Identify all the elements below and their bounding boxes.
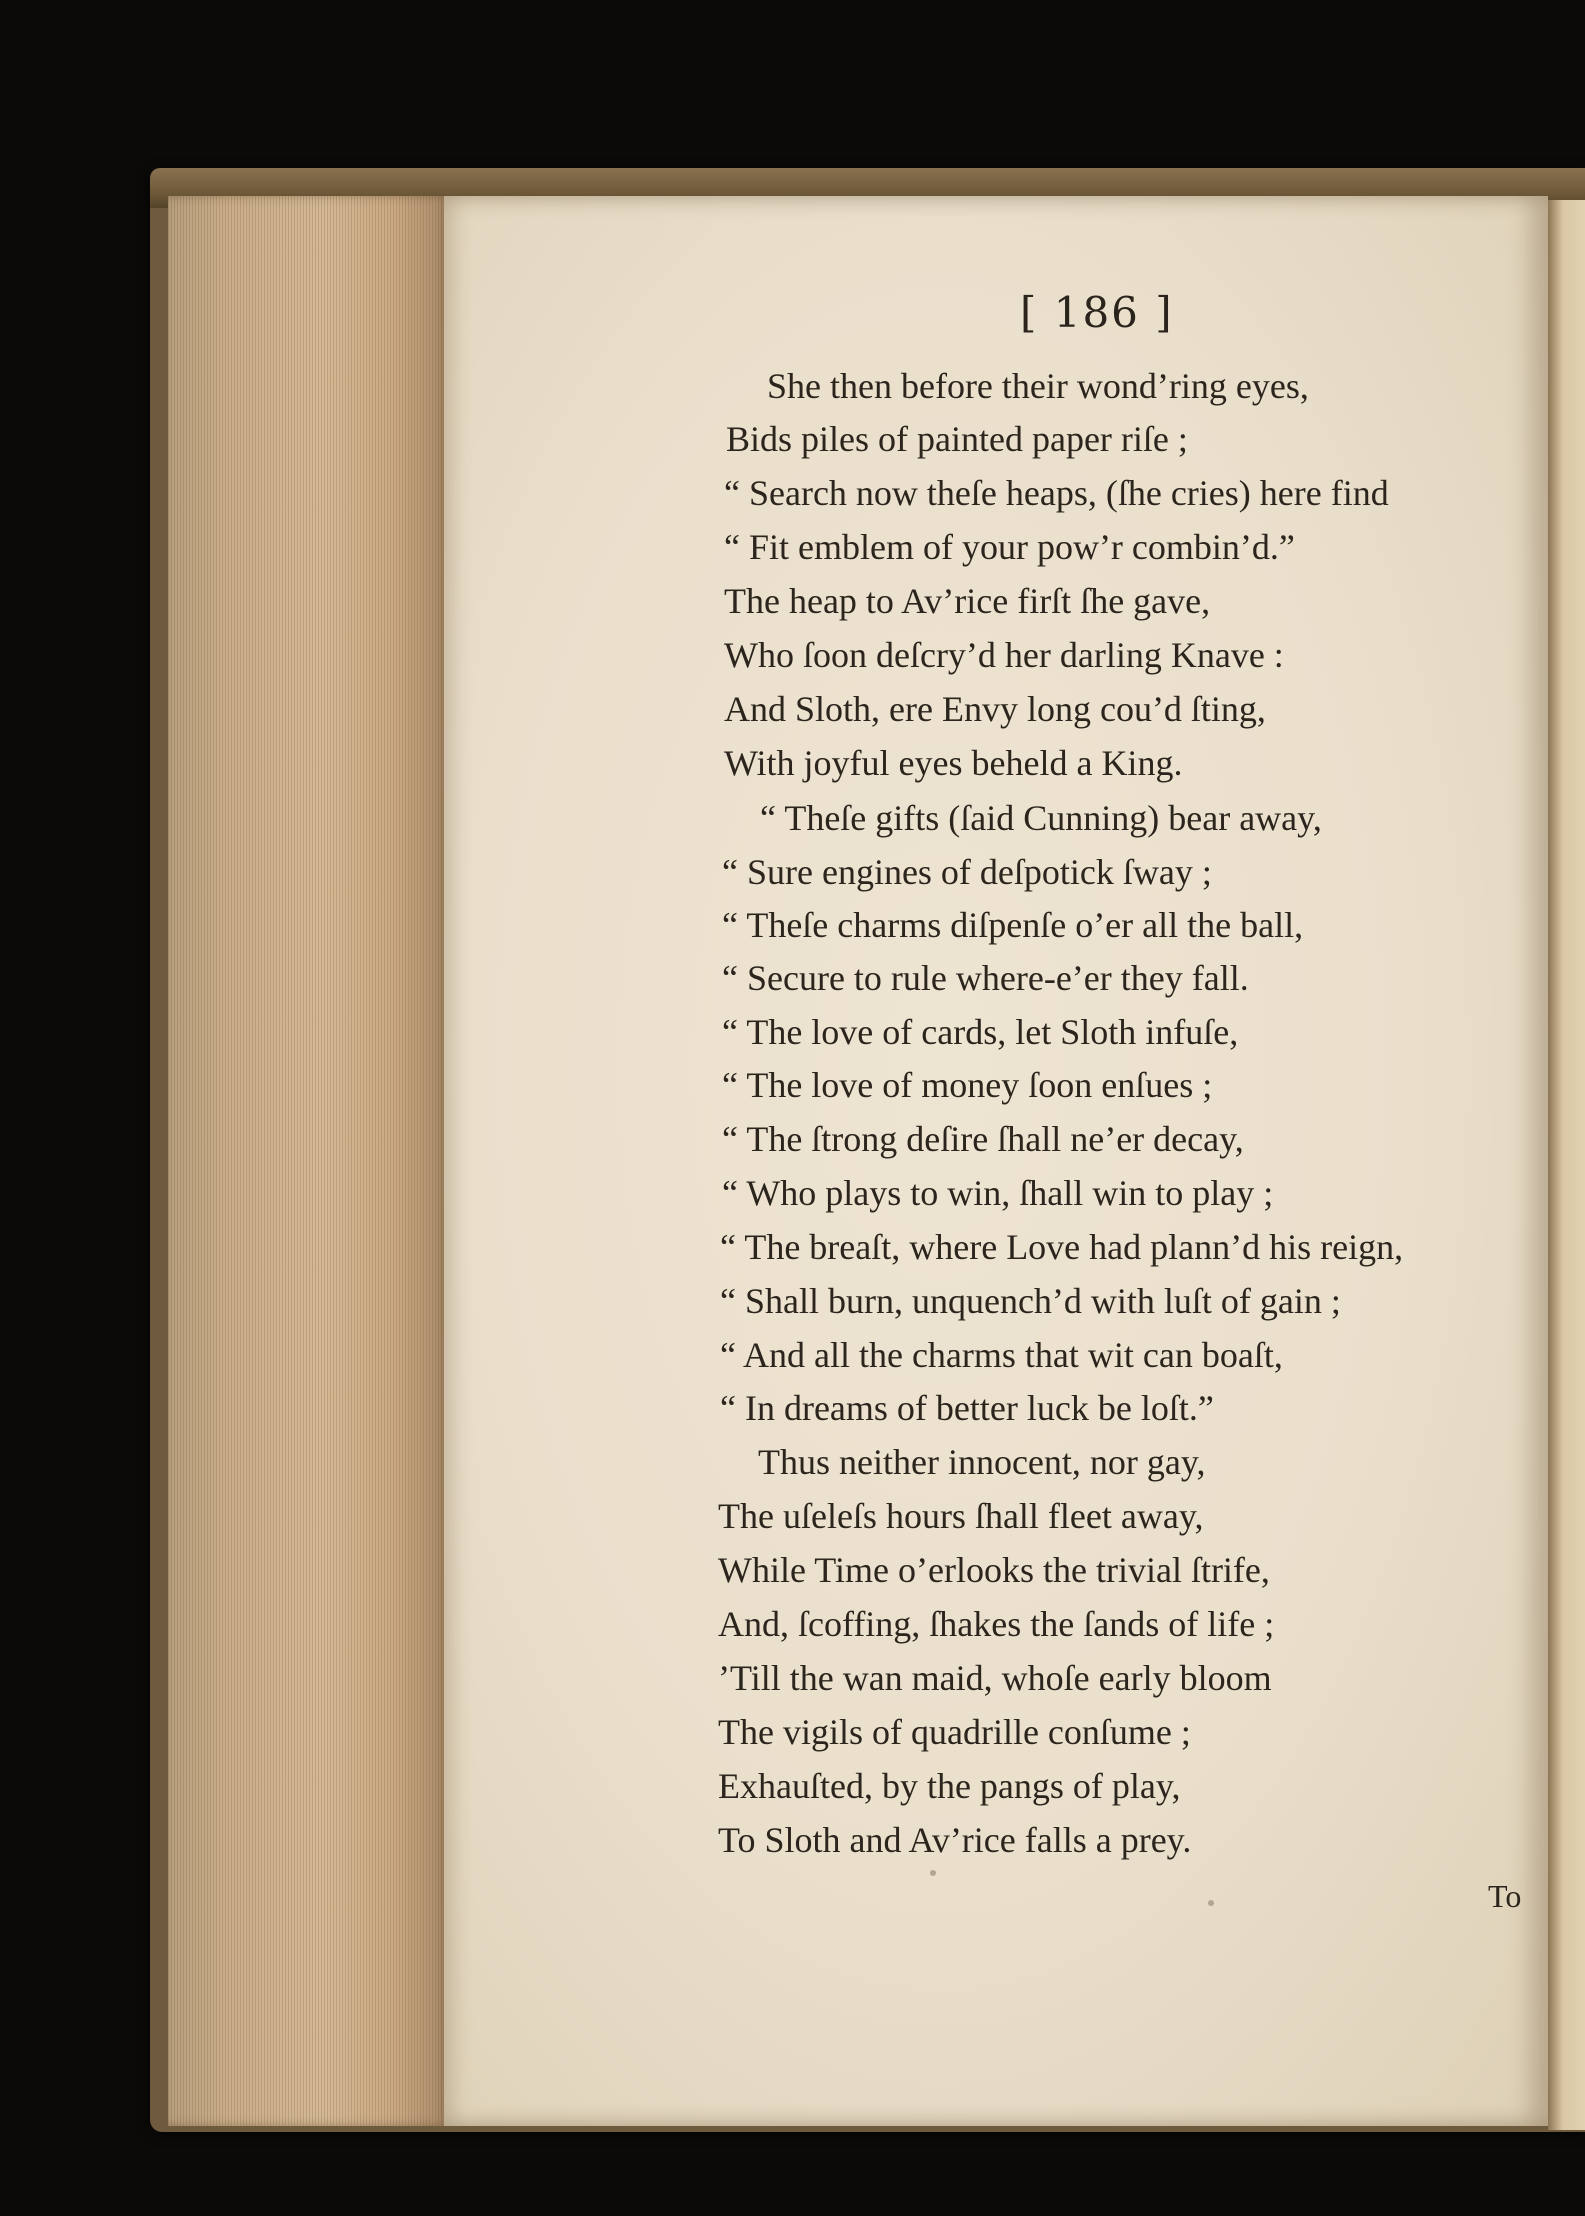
poem-line: “ Who plays to win, ſhall win to play ; bbox=[722, 1173, 1274, 1213]
poem-line: “ Secure to rule where-e’er they fall. bbox=[722, 958, 1249, 998]
poem-line: While Time o’erlooks the trivial ſtrife, bbox=[718, 1550, 1270, 1590]
poem-line: To Sloth and Av’rice falls a prey. bbox=[718, 1820, 1192, 1860]
poem-line: “ The breaſt, where Love had plann’d his reign, bbox=[720, 1227, 1404, 1267]
poem-line: “ The love of cards, let Sloth infuſe, bbox=[722, 1012, 1239, 1052]
poem-line: The heap to Av’rice firſt ſhe gave, bbox=[724, 581, 1211, 621]
poem-line: “ The ſtrong deſire ſhall ne’er decay, bbox=[722, 1119, 1244, 1159]
poem-line: “ In dreams of better luck be loſt.” bbox=[720, 1388, 1214, 1428]
poem-line: “ Search now theſe heaps, (ſhe cries) here find bbox=[724, 473, 1389, 513]
poem-line: “ And all the charms that wit can boaſt, bbox=[720, 1335, 1283, 1375]
poem-line: “ Theſe charms diſpenſe o’er all the ball, bbox=[722, 905, 1304, 945]
catchword: To bbox=[1488, 1878, 1522, 1914]
poem-line: Exhauſted, by the pangs of play, bbox=[718, 1766, 1181, 1806]
poem-line: Bids piles of painted paper riſe ; bbox=[726, 419, 1188, 459]
ink-smudge bbox=[930, 1870, 936, 1876]
poem-line: “ Theſe gifts (ſaid Cunning) bear away, bbox=[760, 798, 1322, 838]
poem-line: With joyful eyes beheld a King. bbox=[724, 743, 1183, 783]
poem-line: “ The love of money ſoon enſues ; bbox=[722, 1065, 1213, 1105]
poem-line: Who ſoon deſcry’d her darling Knave : bbox=[724, 635, 1284, 675]
poem-line: “ Fit emblem of your pow’r combin’d.” bbox=[724, 527, 1295, 567]
poem-line: Thus neither innocent, nor gay, bbox=[758, 1442, 1206, 1482]
poem-line: And, ſcoffing, ſhakes the ſands of life ; bbox=[718, 1604, 1275, 1644]
poem-line: “ Shall burn, unquench’d with luſt of gain ; bbox=[720, 1281, 1341, 1321]
poem-line: ’Till the wan maid, whoſe early bloom bbox=[718, 1658, 1272, 1698]
poem-line: “ Sure engines of deſpotick ſway ; bbox=[722, 852, 1212, 892]
poem-line: The uſeleſs hours ſhall fleet away, bbox=[718, 1496, 1204, 1536]
poem-line: And Sloth, ere Envy long cou’d ſting, bbox=[724, 689, 1266, 729]
poem-line: The vigils of quadrille conſume ; bbox=[718, 1712, 1191, 1752]
ink-smudge bbox=[1208, 1900, 1214, 1906]
page-number: [ 186 ] bbox=[1020, 288, 1174, 337]
poem-line: She then before their wond’ring eyes, bbox=[767, 366, 1309, 406]
